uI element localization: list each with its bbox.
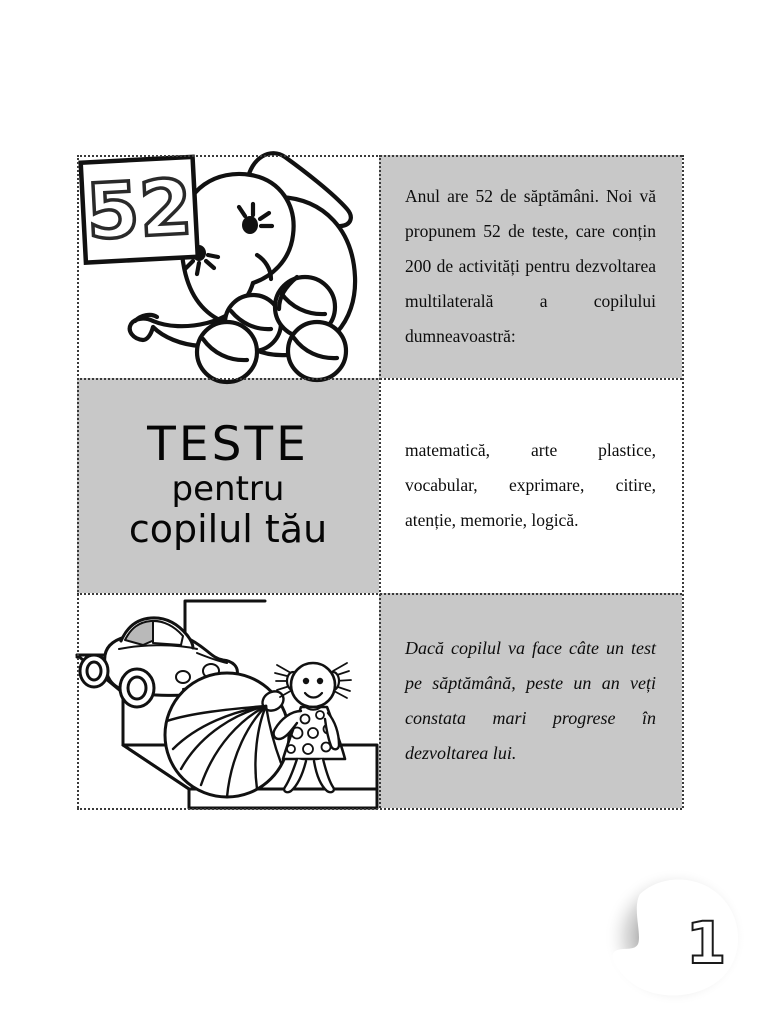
title-line-pentru: pentru	[171, 468, 285, 509]
illustration-elephant	[77, 155, 379, 378]
elephant-card-number: 52	[84, 162, 195, 257]
intro-text: Anul are 52 de săptămâni. Noi vă propunem 52 de teste, care conțin 200 de activități pentru dezvoltarea multilaterală a copilului dumneavoastră:	[405, 186, 656, 346]
panel-intro	[379, 155, 682, 378]
subjects-text: matematică, arte plastice, vocabular, exprimare, citire, atenție, memorie, logică.	[405, 440, 656, 530]
grid-rule-right	[682, 155, 684, 808]
title-line-teste: TESTE	[147, 416, 309, 472]
panel-subjects	[379, 378, 682, 593]
page-number-value: 1	[686, 909, 727, 977]
grid-rule-bottom	[77, 808, 682, 810]
title-line-copilul: copilul tău	[128, 507, 328, 552]
panel-note	[379, 593, 682, 808]
title-block	[77, 378, 379, 593]
content-grid	[77, 155, 682, 808]
illustration-toys	[77, 593, 379, 808]
page-number-badge	[578, 852, 778, 1024]
note-text: Dacă copilul va face câte un test pe săptămână, peste un an veți constata mari progrese în dezvoltarea lui.	[405, 637, 656, 763]
